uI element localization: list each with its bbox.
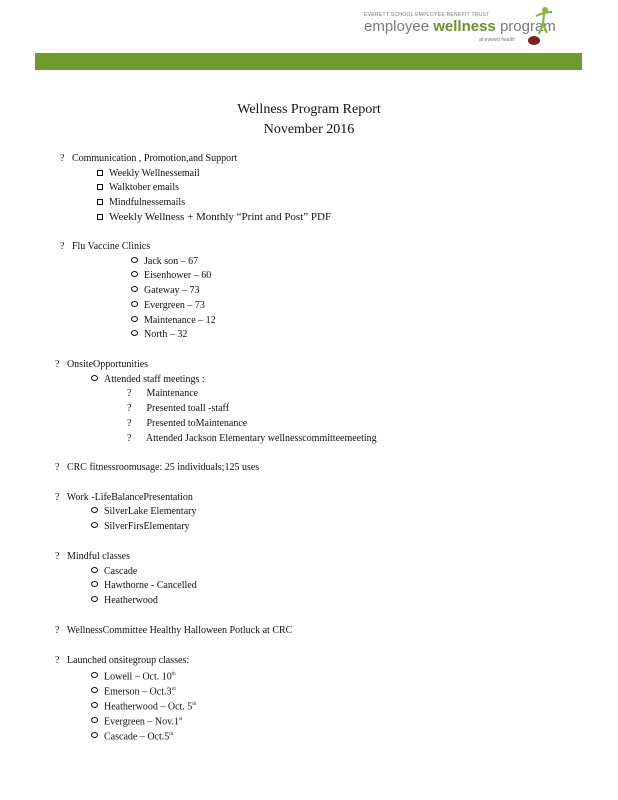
- logo-badge-icon: [528, 36, 540, 45]
- section-launched-classes: ? Launched onsitegroup classes:: [55, 655, 190, 666]
- title-line-2: November 2016: [263, 122, 355, 137]
- list-item: Walktober emails: [97, 182, 179, 194]
- title-line-1: Wellness Program Report: [237, 102, 381, 117]
- list-item: ? Attended Jackson Elementary wellnesscommitteemeeting: [127, 433, 377, 444]
- list-item: ? Presented toall -staff: [127, 403, 230, 414]
- list-item: Hawthorne - Cancelled: [91, 580, 197, 592]
- list-item: Lowell – Oct. 10th: [91, 669, 176, 683]
- list-item: North – 32: [131, 329, 187, 341]
- list-item: Attended staff meetings :: [91, 374, 205, 386]
- list-item: SilverLake Elementary: [91, 506, 196, 518]
- person-figure-icon: [534, 6, 554, 36]
- section-flu-vaccine: ? Flu Vaccine Clinics: [60, 241, 151, 252]
- list-item: Mindfulnessemails: [97, 197, 185, 209]
- page-title: [0, 100, 618, 140]
- section-wellness-committee: ? WellnessCommittee Healthy Halloween Potluck at CRC: [55, 625, 293, 636]
- section-communication: ? Communication , Promotion,and Support: [60, 153, 238, 164]
- list-item: Heatherwood – Oct. 5th: [91, 699, 196, 713]
- logo-org-text: EVERETT SCHOOL EMPLOYEE BENEFIT TRUST: [364, 12, 490, 18]
- logo-text: employee wellness program: [364, 18, 556, 35]
- list-item: Cascade: [91, 566, 137, 578]
- list-item: Heatherwood: [91, 595, 158, 607]
- employee-wellness-logo: [364, 6, 564, 46]
- list-item: Maintenance – 12: [131, 315, 216, 327]
- list-item: Weekly Wellness + Monthly “Print and Post” PDF: [97, 211, 331, 223]
- list-item: Evergreen – 73: [131, 300, 205, 312]
- list-item: Emerson – Oct.3rd: [91, 684, 176, 698]
- section-mindful: ? Mindful classes: [55, 551, 130, 562]
- list-item: Cascade – Oct.5th: [91, 729, 173, 743]
- header-green-bar: [35, 53, 582, 70]
- list-item: ? Presented toMaintenance: [127, 418, 248, 429]
- list-item: Eisenhower – 60: [131, 270, 211, 282]
- section-onsite-opportunities: ? OnsiteOpportunities: [55, 359, 149, 370]
- list-item: Evergreen – Nov.1st: [91, 714, 182, 728]
- list-item: Weekly Wellnessemail: [97, 168, 200, 180]
- list-item: Gateway – 73: [131, 285, 200, 297]
- section-crc-fitness: ? CRC fitnessroomusage: 25 individuals;125 uses: [55, 462, 260, 473]
- list-item: SilverFirsElementary: [91, 521, 190, 533]
- list-item: Jack son – 67: [131, 256, 198, 268]
- section-work-life: ? Work -LifeBalancePresentation: [55, 492, 193, 503]
- logo-subtext: at everett health: [479, 37, 515, 43]
- list-item: ? Maintenance: [127, 388, 199, 399]
